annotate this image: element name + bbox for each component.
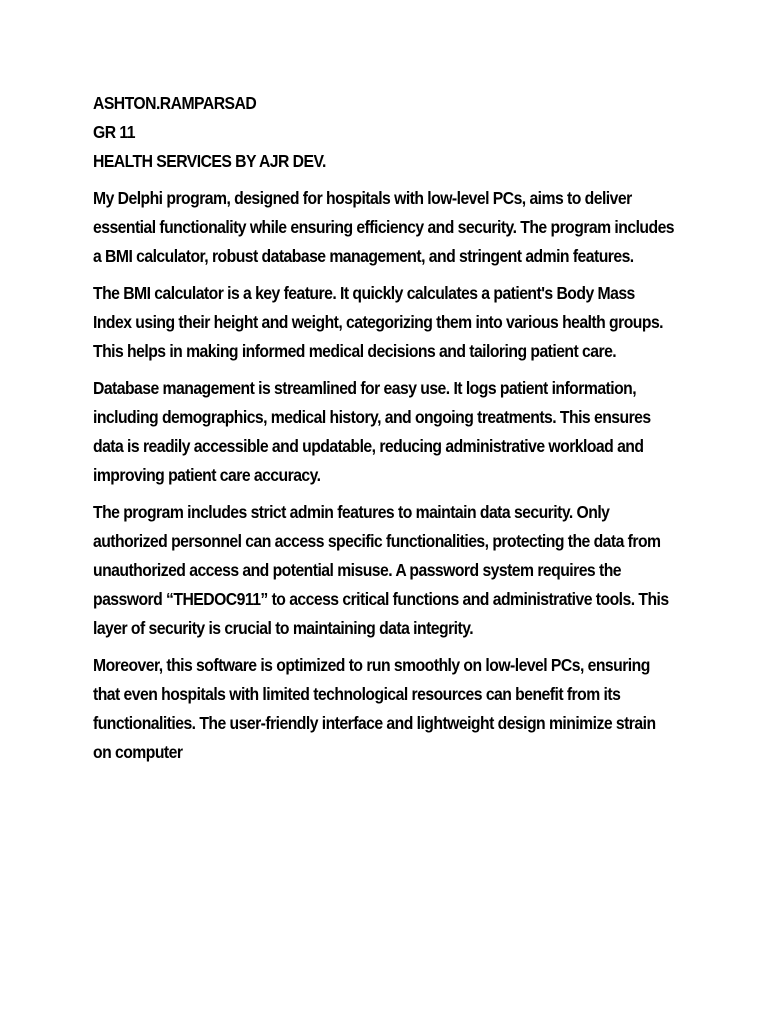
- document-page: [93, 89, 674, 775]
- document-header: [93, 89, 674, 176]
- grade-label: GR 11: [93, 122, 135, 142]
- paragraph-admin-features: The program includes strict admin features to maintain data security. Only authorized personnel can access specific functionalities, protecting the data from unauthorized access and potential misuse. A password system requires the password “THEDOC911” to access critical functions and administrative tools. This layer of security is crucial to maintaining data integrity.: [93, 502, 669, 638]
- paragraph-database-management: Database management is streamlined for easy use. It logs patient information, including demographics, medical history, and ongoing treatments. This ensures data is readily accessible and updatable, reducing administrative workload and improving patient care accuracy.: [93, 378, 651, 485]
- paragraph-optimization: Moreover, this software is optimized to run smoothly on low-level PCs, ensuring that even hospitals with limited technological resources can benefit from its functionalities. The user-friendly interface and lightweight design minimize strain on computer: [93, 655, 656, 762]
- document-title: HEALTH SERVICES BY AJR DEV.: [93, 151, 326, 171]
- paragraph-intro: My Delphi program, designed for hospitals with low-level PCs, aims to deliver essential functionality while ensuring efficiency and security. The program includes a BMI calculator, robust database management, and stringent admin features.: [93, 188, 675, 266]
- author-name: ASHTON.RAMPARSAD: [93, 93, 257, 113]
- paragraph-bmi-calculator: The BMI calculator is a key feature. It quickly calculates a patient's Body Mass Index using their height and weight, categorizing them into various health groups. This helps in making informed medical decisions and tailoring patient care.: [93, 283, 664, 361]
